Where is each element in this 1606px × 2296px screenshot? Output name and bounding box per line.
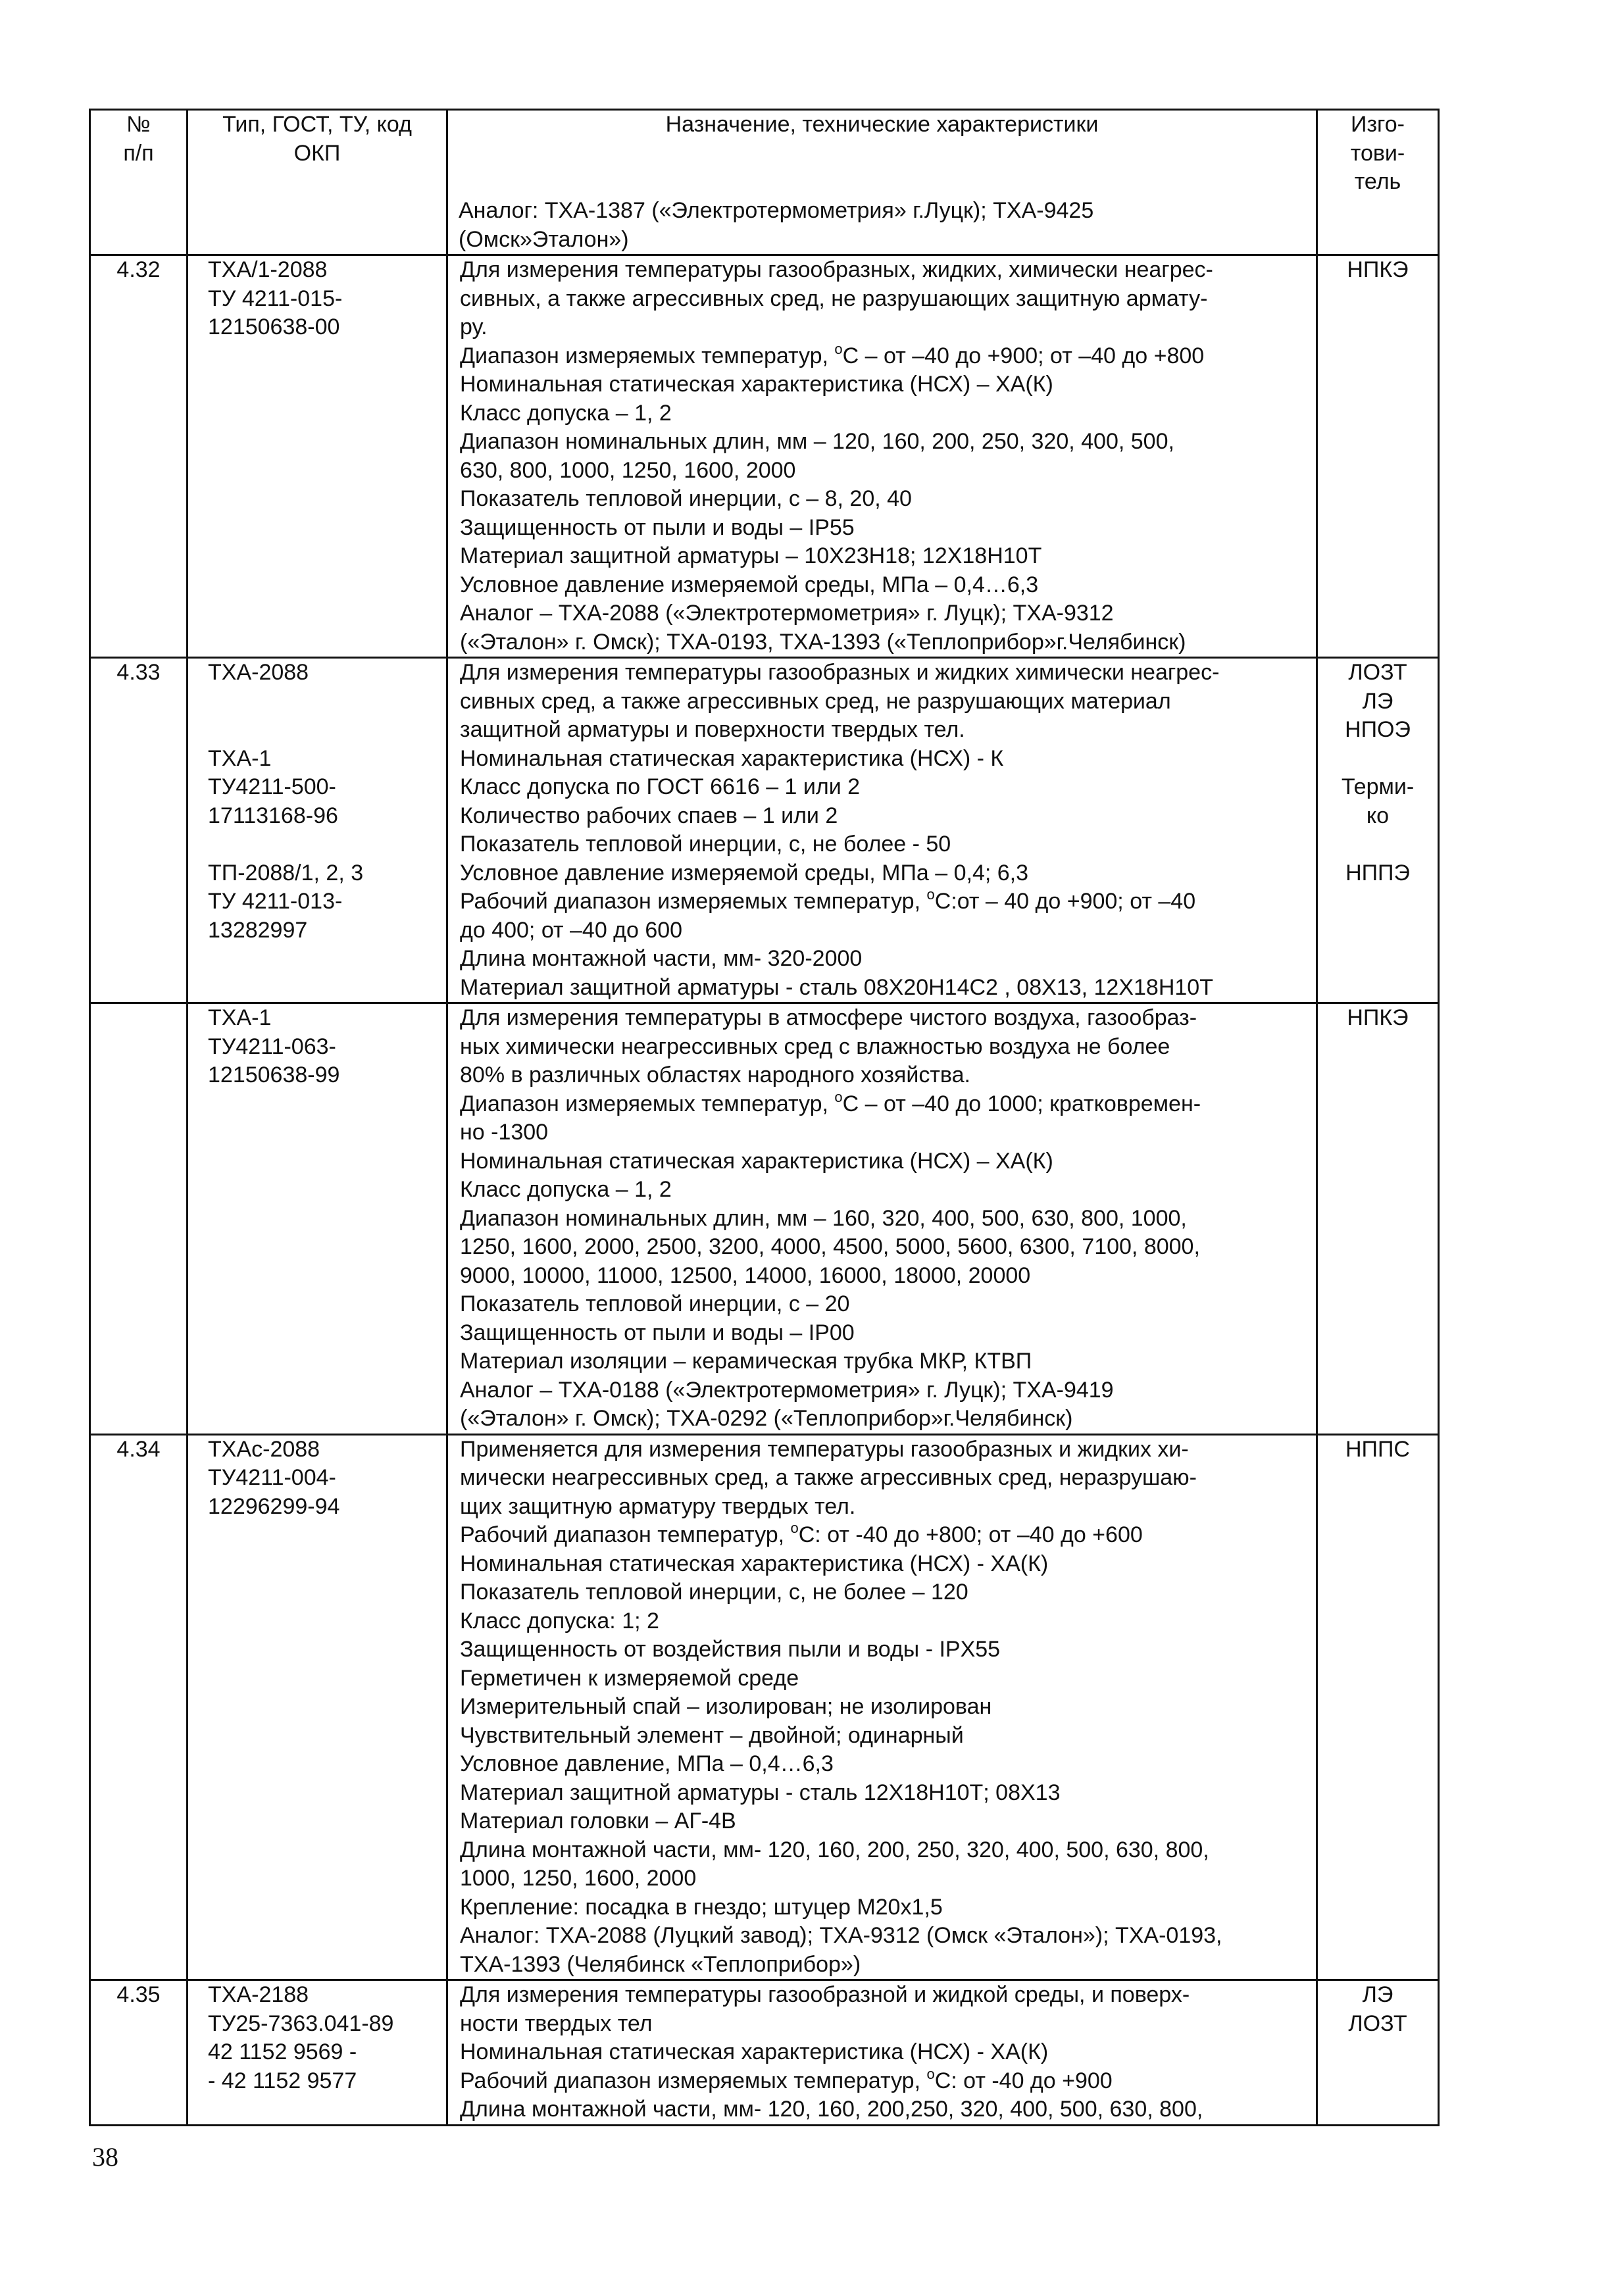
specs-table <box>89 109 1440 2126</box>
row-purpose <box>447 1434 1317 1980</box>
text-line: Номинальная статическая характеристика (НСХ) – ХА(К) <box>460 372 1053 397</box>
row-manufacturer <box>1317 1434 1439 1980</box>
text-line: Для измерения температуры газообразных и жидких химически неагрес- <box>460 660 1220 685</box>
row-type <box>188 1434 447 1980</box>
row-manufacturer <box>1317 658 1439 1003</box>
text-line: 12296299-94 <box>208 1493 340 1519</box>
text-line: ру. <box>460 314 488 339</box>
text-line: Для измерения температуры газообразных, жидких, химически неагрес- <box>460 257 1213 282</box>
text-line: («Эталон» г. Омск); ТХА-0193, ТХА-1393 («Теплоприбор»г.Челябинск) <box>460 629 1186 655</box>
text-line: ТУ4211-004- <box>208 1465 336 1490</box>
text-line: Измерительный спай – изолирован; не изолирован <box>460 1694 992 1719</box>
text-line: Показатель тепловой инерции, с, не более - 50 <box>460 832 951 857</box>
text-line: но -1300 <box>460 1120 549 1145</box>
row-type <box>188 658 447 1003</box>
text-line: Условное давление измеряемой среды, МПа – 0,4; 6,3 <box>460 860 1029 886</box>
row-type <box>188 255 447 658</box>
text-line: Терми- <box>1341 774 1415 799</box>
text-line: ТХА-2088 <box>208 660 309 685</box>
text-line: Номинальная статическая характеристика (НСХ) - ХА(К) <box>460 1551 1049 1576</box>
text-line: Условное давление измеряемой среды, МПа – 0,4…6,3 <box>460 572 1039 597</box>
row-number: 4.33 <box>90 658 188 1003</box>
text-line: ТХА-1 <box>208 745 272 771</box>
table-row <box>90 1434 1439 1980</box>
text-line: Защищенность от пыли и воды – IP00 <box>460 1320 855 1345</box>
text-line: 80% в различных областях народного хозяйства. <box>460 1062 970 1087</box>
text-line: («Эталон» г. Омск); ТХА-0292 («Теплоприбор»г.Челябинск) <box>460 1406 1073 1431</box>
maker-group-b <box>1326 773 1430 830</box>
type-group-a <box>208 659 438 687</box>
text-line: Номинальная статическая характеристика (НСХ) - ХА(К) <box>460 2039 1049 2064</box>
text-line: Аналог – ТХА-0188 («Электротермометрия» г. Луцк); ТХА-9419 <box>460 1377 1114 1403</box>
text-line: Материал защитной арматуры - сталь 08Х20Н14С2 , 08Х13, 12Х18Н10Т <box>460 974 1213 1000</box>
text-line: ТУ 4211-013- <box>208 889 343 914</box>
text-line: 12150638-99 <box>208 1062 340 1087</box>
row-manufacturer <box>1317 1003 1439 1435</box>
text-line: НПОЭ <box>1345 717 1411 742</box>
text-line: мически неагрессивных сред, а также агрессивных сред, неразрушаю- <box>460 1465 1197 1490</box>
row-number: 4.32 <box>90 255 188 658</box>
text-line: ных химически неагрессивных сред с влажностью воздуха не более <box>460 1034 1170 1059</box>
text-line: НППЭ <box>1345 860 1410 886</box>
row-manufacturer <box>1317 1980 1439 2126</box>
text-line: до 400; от –40 до 600 <box>460 917 683 943</box>
text-line: ТУ4211-063- <box>208 1034 336 1059</box>
row-purpose <box>447 658 1317 1003</box>
header-purpose-title: Назначение, технические характеристики <box>665 112 1099 137</box>
text-line: ЛОЗТ <box>1348 2010 1407 2036</box>
text-line: сивных сред, а также агрессивных сред, не разрушающих материал <box>460 688 1171 714</box>
text-line: ЛЭ <box>1362 1982 1393 2007</box>
text-line: Номинальная статическая характеристика (НСХ) - К <box>460 745 1004 771</box>
text-line: Защищенность от пыли и воды – IP55 <box>460 514 855 540</box>
text-line: 1250, 1600, 2000, 2500, 3200, 4000, 4500, 5000, 5600, 6300, 7100, 8000, <box>460 1234 1200 1259</box>
text-line: Условное давление, МПа – 0,4…6,3 <box>460 1751 834 1776</box>
text-line: ТХА-1393 (Челябинск «Теплоприбор») <box>460 1951 861 1977</box>
text-line: 12150638-00 <box>208 314 340 339</box>
page-number: 38 <box>92 2142 118 2172</box>
text-line: 9000, 10000, 11000, 12500, 14000, 16000, 18000, 20000 <box>460 1262 1031 1288</box>
text-line: Материал защитной арматуры – 10Х23Н18; 12Х18Н10Т <box>460 543 1042 568</box>
text-line: ТУ25-7363.041-89 <box>208 2010 394 2036</box>
text-line: Материал изоляции – керамическая трубка МКР, КТВП <box>460 1349 1032 1374</box>
text-line: Аналог – ТХА-2088 («Электротермометрия» г. Луцк); ТХА-9312 <box>460 601 1114 626</box>
text-line: ности твердых тел <box>460 2010 653 2036</box>
text-line: Для измерения температуры газообразной и жидкой среды, и поверх- <box>460 1982 1190 2007</box>
text-line: 1000, 1250, 1600, 2000 <box>460 1866 697 1891</box>
continued-analog-text: Аналог: ТХА-1387 («Электротермометрия» г.Луцк); ТХА-9425 (Омск»Эталон») <box>459 198 1094 252</box>
maker-group-a <box>1326 659 1430 745</box>
text-line: Длина монтажной части, мм- 320-2000 <box>460 946 863 971</box>
text-line: Рабочий диапазон измеряемых температур, $^o$С: от -40 до +900 <box>460 2065 1113 2093</box>
text-line: НПКЭ <box>1347 257 1409 282</box>
text-line: НПКЭ <box>1347 1005 1409 1030</box>
type-group-b <box>208 745 438 831</box>
header-number: № п/п <box>90 110 188 255</box>
maker-group-c <box>1326 859 1430 888</box>
text-line: Класс допуска по ГОСТ 6616 – 1 или 2 <box>460 774 861 799</box>
text-line: Показатель тепловой инерции, с, не более – 120 <box>460 1580 968 1605</box>
text-line: щих защитную арматуру твердых тел. <box>460 1493 856 1519</box>
text-line: Класс допуска: 1; 2 <box>460 1608 659 1634</box>
table-row <box>90 255 1439 658</box>
header-manufacturer: Изго- тови- тель <box>1317 110 1439 255</box>
text-line: Аналог: ТХА-2088 (Луцкий завод); ТХА-9312 (Омск «Эталон»); ТХА-0193, <box>460 1923 1222 1948</box>
text-line: ТХА-1 <box>208 1005 272 1030</box>
text-line: Для измерения температуры в атмосфере чистого воздуха, газообраз- <box>460 1005 1197 1030</box>
text-line: ТП-2088/1, 2, 3 <box>208 860 364 886</box>
text-line: Показатель тепловой инерции, с – 8, 20, 40 <box>460 486 912 511</box>
text-line: Диапазон измеряемых температур, $^o$С – от –40 до 1000; кратковремен- <box>460 1088 1201 1116</box>
text-line: Количество рабочих спаев – 1 или 2 <box>460 803 838 828</box>
text-line: Защищенность от воздействия пыли и воды - IPX55 <box>460 1637 1001 1662</box>
text-line: Длина монтажной части, мм- 120, 160, 200, 250, 320, 400, 500, 630, 800, <box>460 1837 1209 1862</box>
table-row <box>90 1980 1439 2126</box>
text-line: Класс допуска – 1, 2 <box>460 400 672 426</box>
text-line: Рабочий диапазон измеряемых температур, $^o$С:от – 40 до +900; от –40 <box>460 886 1196 914</box>
row-number: 4.34 <box>90 1434 188 1980</box>
text-line: Длина монтажной части, мм- 120, 160, 200,250, 320, 400, 500, 630, 800, <box>460 2097 1203 2122</box>
row-type <box>188 1003 447 1435</box>
header-type: Тип, ГОСТ, ТУ, код ОКП <box>188 110 447 255</box>
table-header-row <box>90 110 1439 255</box>
text-line: ЛОЗТ <box>1348 660 1407 685</box>
text-line: 17113168-96 <box>208 803 338 828</box>
text-line: 630, 800, 1000, 1250, 1600, 2000 <box>460 457 796 483</box>
text-line: Диапазон номинальных длин, мм – 160, 320, 400, 500, 630, 800, 1000, <box>460 1205 1187 1231</box>
text-line: Герметичен к измеряемой среде <box>460 1665 799 1691</box>
text-line: Класс допуска – 1, 2 <box>460 1177 672 1202</box>
text-line: 42 1152 9569 - <box>208 2039 357 2064</box>
text-line: ко <box>1366 803 1390 828</box>
text-line: Диапазон номинальных длин, мм – 120, 160, 200, 250, 320, 400, 500, <box>460 429 1174 454</box>
type-group-c <box>208 859 438 945</box>
table-row <box>90 658 1439 1003</box>
text-line: ТХА-2188 <box>208 1982 309 2007</box>
text-line: Материал защитной арматуры - сталь 12Х18Н10Т; 08Х13 <box>460 1780 1061 1805</box>
text-line: Применяется для измерения температуры газообразных и жидких хи- <box>460 1436 1189 1462</box>
text-line: ТУ4211-500- <box>208 774 336 799</box>
row-number: 4.35 <box>90 1980 188 2126</box>
header-purpose <box>447 110 1317 255</box>
text-line: сивных, а также агрессивных сред, не разрушающих защитную армату- <box>460 286 1208 311</box>
row-type <box>188 1980 447 2126</box>
text-line: НППС <box>1345 1436 1410 1462</box>
text-line: ЛЭ <box>1362 688 1393 714</box>
row-purpose <box>447 1003 1317 1435</box>
text-line: Рабочий диапазон температур, $^o$С: от -40 до +800; от –40 до +600 <box>460 1520 1143 1547</box>
text-line: Номинальная статическая характеристика (НСХ) – ХА(К) <box>460 1148 1053 1174</box>
text-line: ТХА/1-2088 <box>208 257 328 282</box>
row-number <box>90 1003 188 1435</box>
text-line: ТХАс-2088 <box>208 1436 320 1462</box>
text-line: ТУ 4211-015- <box>208 286 343 311</box>
text-line: Чувствительный элемент – двойной; одинарный <box>460 1722 964 1748</box>
text-line: защитной арматуры и поверхности твердых тел. <box>460 717 965 742</box>
text-line: Материал головки – АГ-4В <box>460 1809 736 1834</box>
text-line: Диапазон измеряемых температур, $^o$С – от –40 до +900; от –40 до +800 <box>460 340 1205 368</box>
row-manufacturer <box>1317 255 1439 658</box>
text-line: Показатель тепловой инерции, с – 20 <box>460 1291 850 1316</box>
text-line: 13282997 <box>208 917 308 943</box>
row-purpose <box>447 1980 1317 2126</box>
text-line: Крепление: посадка в гнездо; штуцер М20х1,5 <box>460 1894 943 1920</box>
row-purpose <box>447 255 1317 658</box>
table-row <box>90 1003 1439 1435</box>
text-line: - 42 1152 9577 <box>208 2068 357 2093</box>
